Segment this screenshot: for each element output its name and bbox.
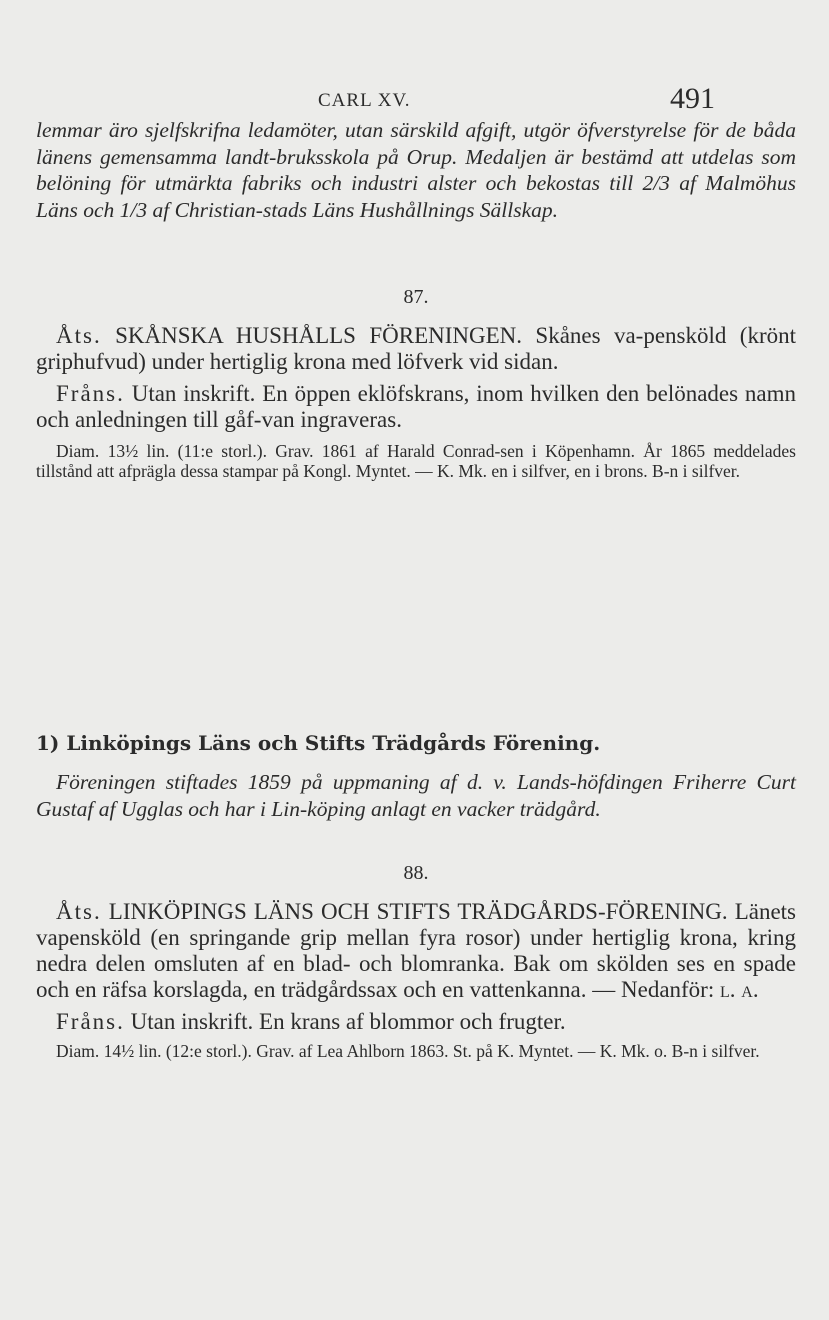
society-heading: 1) Linköpings Läns och Stifts Trädgårds Förening.	[36, 731, 601, 755]
entry-details: Diam. 13½ lin. (11:e storl.). Grav. 1861 af Harald Conrad-sen i Köpenhamn. År 1865 meddelades tillstånd att afprägla dessa stampar på Kongl. Myntet. — K. Mk. en i silfver, en i brons. B-n i silfver.	[36, 441, 796, 481]
running-head: CARL XV.	[318, 90, 411, 111]
entry-88	[36, 862, 796, 1061]
obverse-label: Åts.	[56, 323, 102, 348]
reverse-description	[36, 381, 796, 433]
obverse-text: SKÅNSKA HUSHÅLLS FÖRENINGEN. Skånes va-pensköld (krönt griphufvud) under hertiglig krona med löfverk vid sidan.	[36, 323, 796, 374]
reverse-description	[36, 1009, 796, 1035]
entry-number: 87.	[403, 286, 429, 308]
reverse-text: Utan inskrift. En öppen eklöfskrans, inom hvilken den belönades namn och anledningen till gåf-van ingraveras.	[36, 381, 797, 432]
reverse-text: Utan inskrift. En krans af blommor och frugter.	[130, 1009, 566, 1034]
obverse-label: Åts.	[56, 899, 102, 924]
obverse-description	[36, 899, 796, 1003]
page-header	[0, 82, 829, 122]
page-number: 491	[670, 82, 715, 115]
engraver-signature: l. a.	[719, 977, 759, 1002]
intro-paragraph: lemmar äro sjelfskrifna ledamöter, utan särskild afgift, utgör öfverstyrelse för de båda länens gemensamma landt-bruksskola på Orup. Medaljen är bestämd att utdelas som belöning för utmärkta fabriks och industri alster och bekostas till 2/3 af Malmöhus Läns och 1/3 af Christian-stads Läns Hushållnings Sällskap.	[36, 118, 796, 222]
reverse-label: Fråns.	[56, 1009, 125, 1034]
intro-block	[36, 117, 796, 223]
entry-details: Diam. 14½ lin. (12:e storl.). Grav. af Lea Ahlborn 1863. St. på K. Myntet. — K. Mk. o. B-n i silfver.	[56, 1041, 760, 1061]
society-paragraph: Föreningen stiftades 1859 på uppmaning af d. v. Lands-höfdingen Friherre Curt Gustaf af Ugglas och har i Lin-köping anlagt en vacker trädgård.	[36, 770, 796, 821]
obverse-description	[36, 323, 796, 375]
entry-87	[36, 286, 796, 481]
society-block	[36, 731, 796, 822]
reverse-label: Fråns.	[56, 381, 125, 406]
entry-number: 88.	[403, 862, 429, 884]
obverse-text: LINKÖPINGS LÄNS OCH STIFTS TRÄDGÅRDS-FÖRENING. Länets vapensköld (en springande grip mellan fyra rosor) under hertiglig krona, kring nedra delen omsluten af en blad- och blomranka. Bak om skölden ses en spade och en räfsa korslagda, en trädgårdssax och en vattenkanna. — Nedanför:	[36, 899, 797, 1002]
